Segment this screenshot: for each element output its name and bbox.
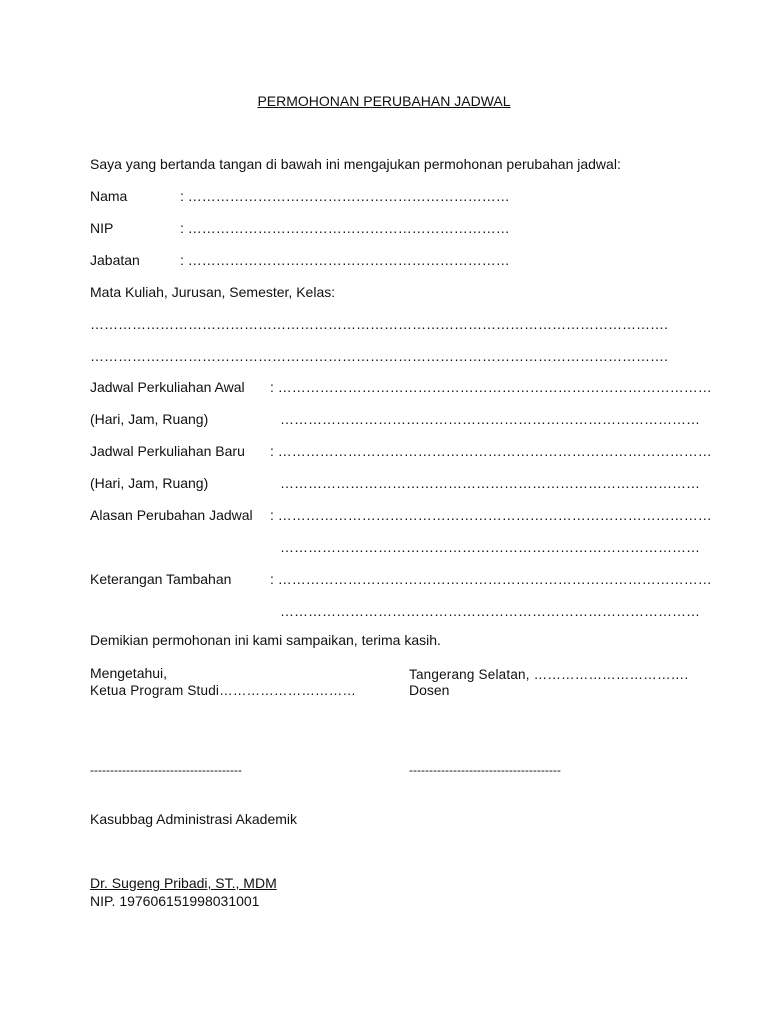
field-colon-alasan: : ………………………………………………………………………………… xyxy=(270,507,712,523)
field-dots-jadwal-awal-sub: ……………………………………………………………………………… xyxy=(280,411,700,427)
course-label: Mata Kuliah, Jurusan, Semester, Kelas: xyxy=(90,284,336,300)
field-label-keterangan: Keterangan Tambahan xyxy=(90,571,232,587)
field-label-nip: NIP xyxy=(90,220,114,236)
field-dots-jabatan: …………………………………………………………… xyxy=(187,252,510,268)
closing-text: Demikian permohonan ini kami sampaikan, terima kasih. xyxy=(90,632,441,648)
field-label-jadwal-awal: Jadwal Perkuliahan Awal xyxy=(90,379,245,395)
field-label-alasan: Alasan Perubahan Jadwal xyxy=(90,507,253,523)
course-dots-line-1: ……………………………………………………………………………………………………………. xyxy=(90,316,668,332)
field-dots-keterangan-cont: ……………………………………………………………………………… xyxy=(280,603,700,619)
field-colon-nip: : …………………………………………………………… xyxy=(180,220,510,236)
field-dots-keterangan: ………………………………………………………………………………… xyxy=(277,571,712,587)
field-dots-alasan: ………………………………………………………………………………… xyxy=(277,507,712,523)
field-label-jadwal-baru-sub: (Hari, Jam, Ruang) xyxy=(90,475,209,491)
right-sign-place-date: Tangerang Selatan, ……………………………. xyxy=(409,667,689,682)
field-colon-nama: : …………………………………………………………… xyxy=(180,188,510,204)
field-dots-jadwal-baru: ………………………………………………………………………………… xyxy=(277,443,712,459)
field-dots-alasan-cont: ……………………………………………………………………………… xyxy=(280,539,700,555)
field-dots-jadwal-baru-sub: ……………………………………………………………………………… xyxy=(280,475,700,491)
left-sign-role: Ketua Program Studi………………………… xyxy=(90,683,357,698)
field-label-jadwal-awal-sub: (Hari, Jam, Ruang) xyxy=(90,411,209,427)
kasubbag-nip: NIP. 197606151998031001 xyxy=(90,893,260,909)
kasubbag-role: Kasubbag Administrasi Akademik xyxy=(90,811,297,827)
field-dots-nama: …………………………………………………………… xyxy=(187,188,510,204)
field-label-jadwal-baru: Jadwal Perkuliahan Baru xyxy=(90,443,245,459)
right-sign-role: Dosen xyxy=(409,682,450,698)
field-label-jabatan: Jabatan xyxy=(90,252,140,268)
intro-text: Saya yang bertanda tangan di bawah ini mengajukan permohonan perubahan jadwal: xyxy=(90,156,621,172)
field-colon-jabatan: : …………………………………………………………… xyxy=(180,252,510,268)
right-sign-line: -------------------------------------- xyxy=(409,763,561,777)
field-colon-keterangan: : ………………………………………………………………………………… xyxy=(270,571,712,587)
field-dots-jadwal-awal: ………………………………………………………………………………… xyxy=(277,379,712,395)
left-sign-line: -------------------------------------- xyxy=(90,763,242,777)
field-dots-nip: …………………………………………………………… xyxy=(187,220,510,236)
course-dots-line-2: ……………………………………………………………………………………………………………. xyxy=(90,348,668,364)
field-colon-jadwal-awal: : ………………………………………………………………………………… xyxy=(270,379,712,395)
field-label-nama: Nama xyxy=(90,188,128,204)
left-sign-mengetahui: Mengetahui, xyxy=(90,665,168,681)
document-title: PERMOHONAN PERUBAHAN JADWAL xyxy=(257,93,511,109)
field-colon-jadwal-baru: : ………………………………………………………………………………… xyxy=(270,443,712,459)
kasubbag-name: Dr. Sugeng Pribadi, ST., MDM xyxy=(90,875,277,891)
